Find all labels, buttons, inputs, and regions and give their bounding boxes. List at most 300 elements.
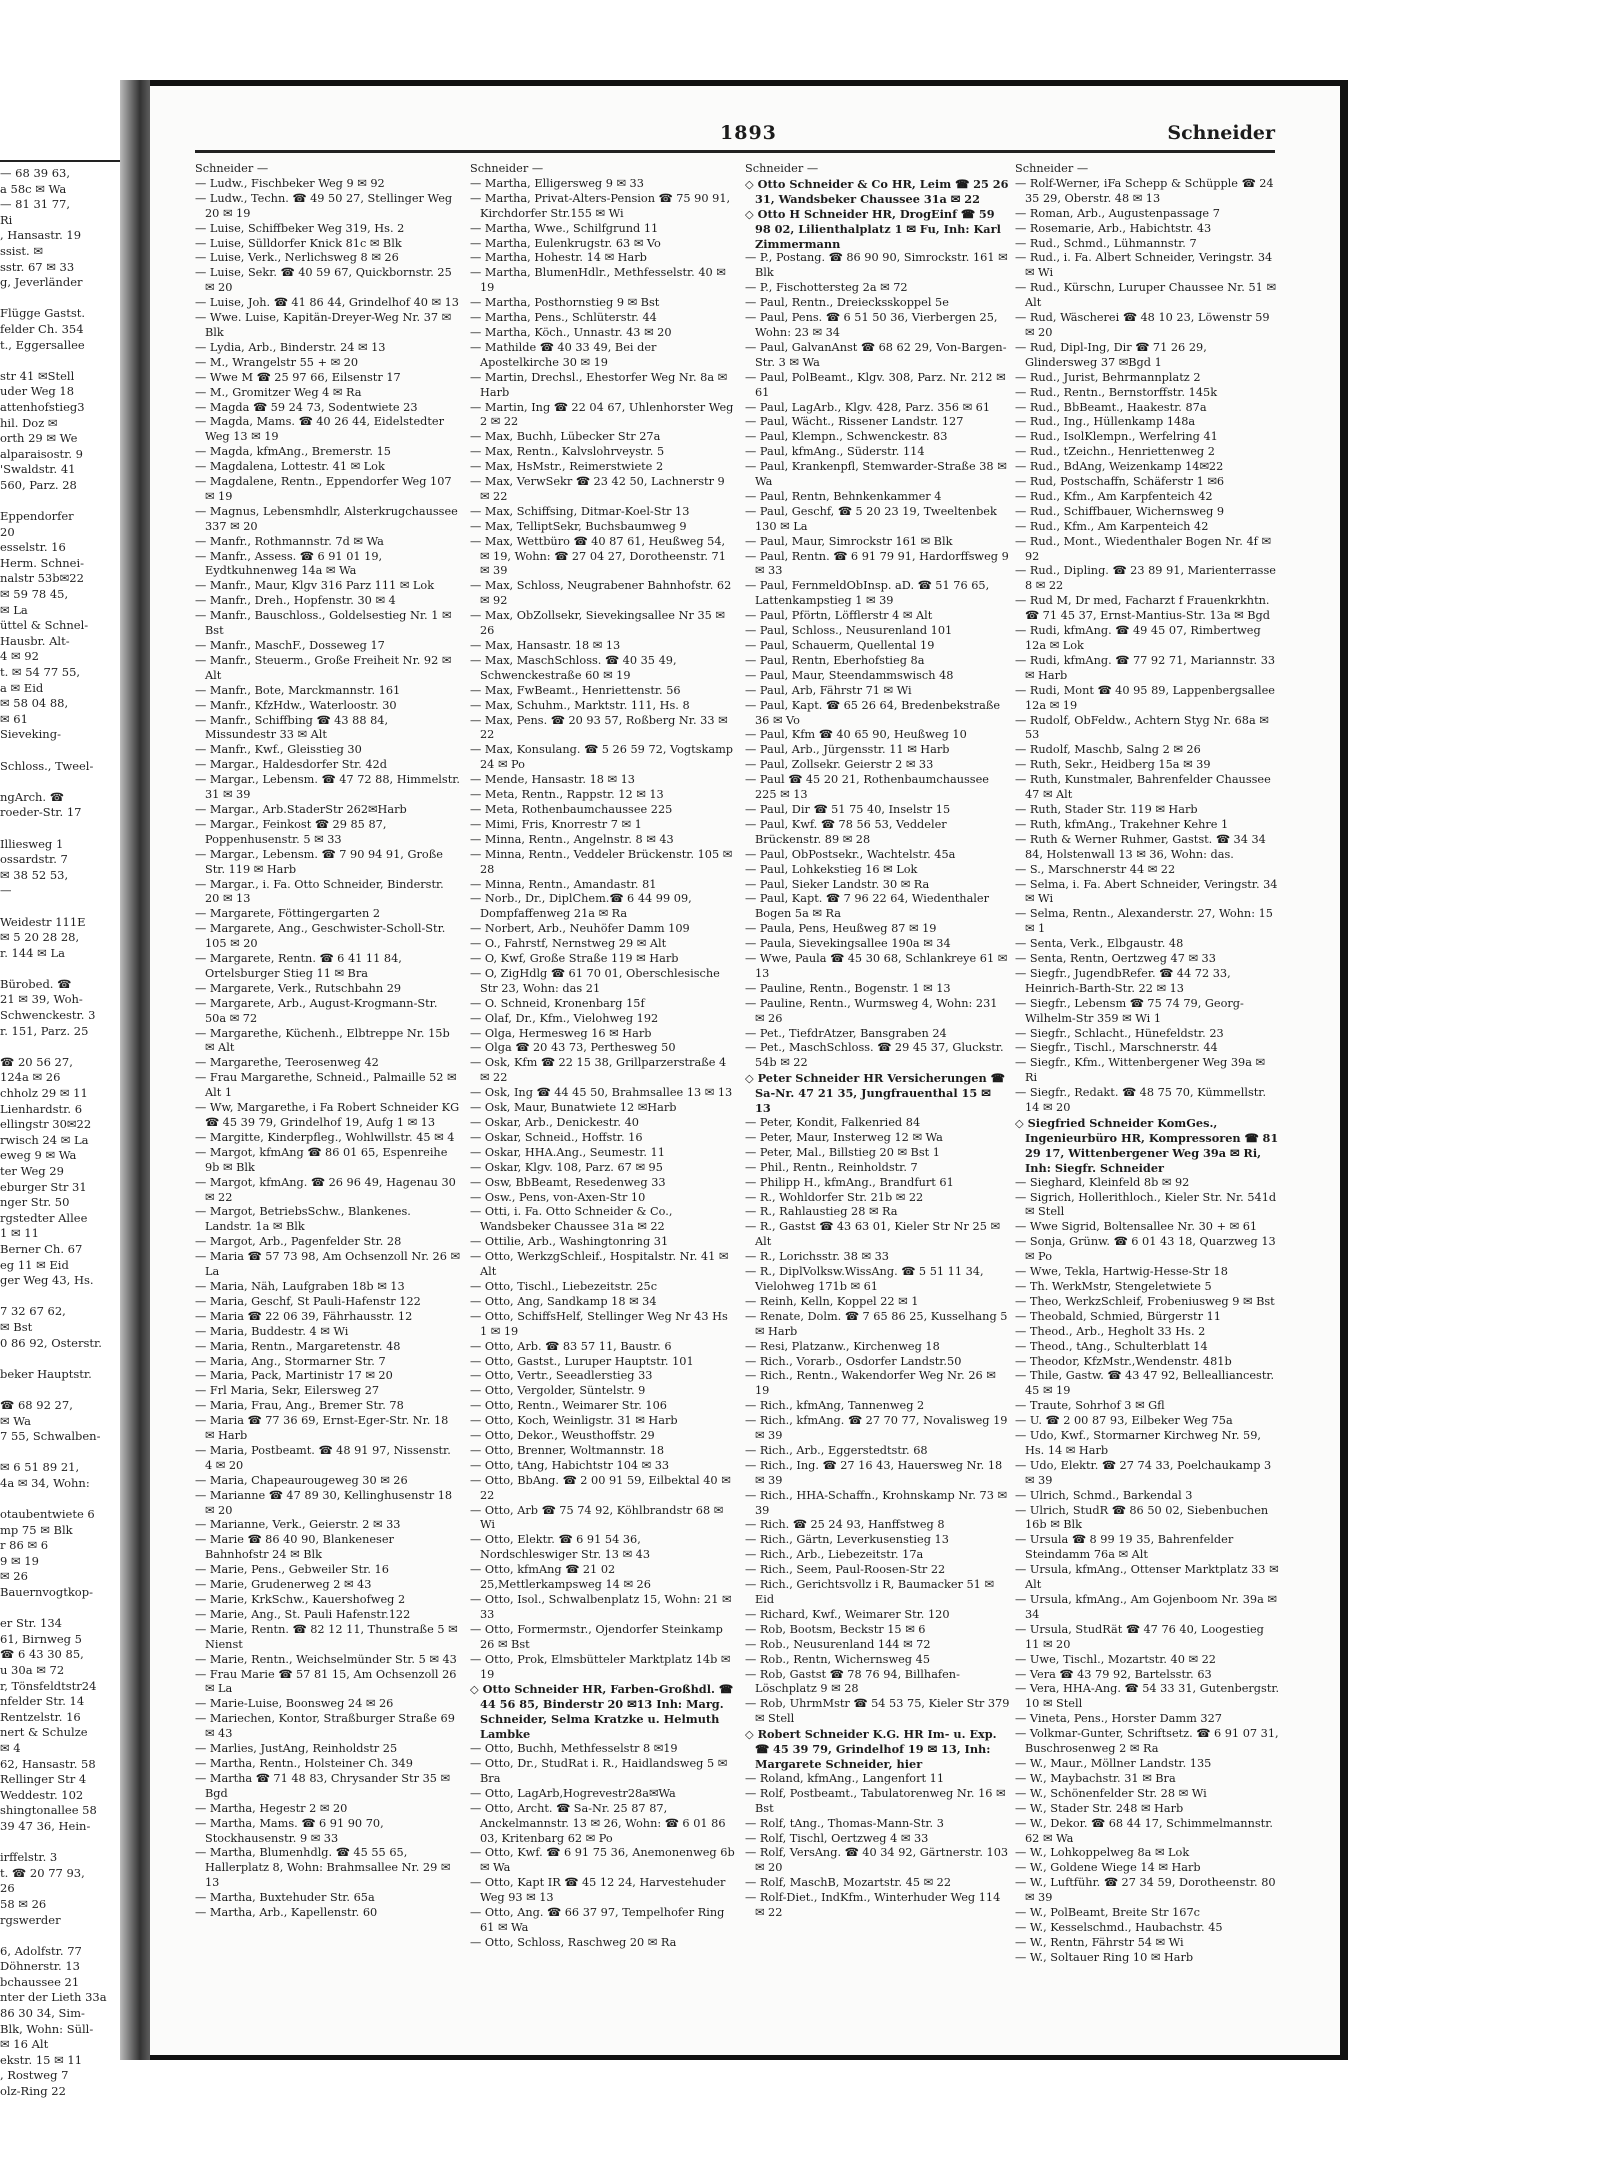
previous-page-line: Sieveking- (0, 727, 61, 742)
directory-entry: — Roland, kfmAng., Langenfort 11 (745, 1771, 945, 1785)
previous-page-line: Rellinger Str 4 (0, 1772, 87, 1787)
directory-entry: — Margar., Lebensm. ☎ 7 90 94 91, Große Str. 119 ✉ Harb (195, 847, 443, 876)
directory-entry: — Rolf, tAng., Thomas-Mann-Str. 3 (745, 1816, 944, 1830)
directory-entry: — Oskar, Klgv. 108, Parz. 67 ✉ 95 (470, 1160, 663, 1174)
directory-entry: — Minna, Rentn., Veddeler Brückenstr. 105 ✉ 28 (470, 847, 733, 876)
directory-entry: — Maria ☎ 77 36 69, Ernst-Eger-Str. Nr. 18 ✉ Harb (195, 1414, 449, 1443)
previous-page-line: ter Weg 29 (0, 1164, 64, 1178)
directory-entry: — Paul, Arb., Jürgensstr. 11 ✉ Harb (745, 743, 950, 757)
directory-entry: — Margot, kfmAng ☎ 86 01 65, Espenreihe 9b ✉ Blk (195, 1145, 448, 1174)
directory-entry: — Maria, Rentn., Margaretenstr. 48 (195, 1339, 401, 1353)
directory-entry: — Otto, Vertr., Seeadlerstieg 33 (470, 1369, 653, 1383)
directory-entry: — Margot, kfmAng. ☎ 26 96 49, Hagenau 30 ✉ 22 (195, 1175, 456, 1204)
previous-page-line: hil. Doz ✉ (0, 415, 58, 430)
previous-page-line: 9 ✉ 19 (0, 1553, 39, 1568)
directory-entry: — Martha, Hohestr. 14 ✉ Harb (470, 251, 647, 265)
previous-page-line: orth 29 ✉ We (0, 431, 78, 446)
directory-entry: — Martha, Blumenhdlg. ☎ 45 55 65, Hallerplatz 8, Wohn: Brahmsallee Nr. 29 ✉ 13 (195, 1846, 451, 1890)
directory-entry: — Rolf, VersAng. ☎ 40 34 92, Gärtnerstr. 103 ✉ 20 (745, 1846, 1009, 1875)
previous-page-line: Rentzelstr. 16 (0, 1709, 81, 1724)
previous-page-line: olz-Ring 22 (0, 2084, 66, 2099)
directory-entry: — W., Maur., Möllner Landstr. 135 (1015, 1756, 1212, 1770)
previous-page-line: Schloss., Tweel- (0, 758, 94, 773)
directory-entry: — Otto, kfmAng ☎ 21 02 25,Mettlerkampsweg 14 ✉ 26 (470, 1563, 651, 1592)
directory-entry: — Rolf, Postbeamt., Tabulatorenweg Nr. 16 ✉ Bst (745, 1786, 1006, 1815)
directory-entry: — Ludw., Fischbeker Weg 9 ✉ 92 (195, 176, 385, 190)
directory-entry: — Paul, Maur, Steendammswisch 48 (745, 668, 954, 682)
directory-entry: — Otto, BbAng. ☎ 2 00 91 59, Eilbektal 40 ✉ 22 (470, 1473, 731, 1502)
directory-entry: — Rud., BdAng, Weizenkamp 14✉22 (1015, 460, 1224, 474)
directory-entry: — Siegfr., Schlacht., Hünefeldstr. 23 (1015, 1026, 1224, 1040)
previous-page-line: Bürobed. ☎ (0, 976, 72, 991)
previous-page-line: Döhnerstr. 13 (0, 1959, 80, 1974)
previous-page-line (0, 493, 122, 509)
previous-page-line: Weidestr 111E (0, 914, 86, 929)
directory-entry: — Ww, Margarethe, i Fa Robert Schneider KG ☎ 45 39 79, Grindelhof 19, Aufg 1 ✉ 13 (195, 1101, 460, 1129)
previous-page-line: 1 ✉ 11 (0, 1226, 39, 1241)
directory-entry: — Paul, Arb, Fährstr 71 ✉ Wi (745, 683, 912, 697)
directory-entry: — R., Wohldorfer Str. 21b ✉ 22 (745, 1190, 924, 1204)
directory-entry: — Luise, Schiffbeker Weg 319, Hs. 2 (195, 221, 405, 235)
previous-page-line: 4a ✉ 34, Wohn: (0, 1475, 90, 1490)
previous-page-line: otaubentwiete 6 (0, 1507, 95, 1522)
directory-entry: — Marie, Pens., Gebweiler Str. 16 (195, 1563, 389, 1577)
directory-entry: — Rud, Dipl-Ing, Dir ☎ 71 26 29, Glindersweg 37 ✉Bgd 1 (1015, 340, 1207, 369)
directory-entry: — Magdalena, Lottestr. 41 ✉ Lok (195, 460, 385, 474)
previous-page-lines (0, 166, 122, 2100)
previous-page-line: eweg 9 ✉ Wa (0, 1148, 77, 1163)
directory-entry: — Paul, LagArb., Klgv. 428, Parz. 356 ✉ 61 (745, 400, 991, 414)
directory-entry: — Paul, Schloss., Neusurenland 101 (745, 624, 953, 638)
directory-entry: — W., Maybachstr. 31 ✉ Bra (1015, 1771, 1176, 1785)
directory-entry: ◇ Otto Schneider HR, Farben-Großhdl. ☎ 44 56 85, Binderstr 20 ✉13 Inh: Marg. Schneider, Selma Kratzke u. Helmuth Lambke (470, 1682, 733, 1742)
directory-entry: — Martin, Ing ☎ 22 04 67, Uhlenhorster Weg 2 ✉ 22 (470, 400, 734, 429)
previous-page-line (0, 291, 122, 307)
previous-page-line: nert & Schulze (0, 1725, 88, 1740)
directory-entry: — Otto, Vergolder, Süntelstr. 9 (470, 1384, 646, 1398)
directory-entry: — Resi, Platzanw., Kirchenweg 18 (745, 1339, 940, 1353)
directory-entry: — Paul, Schauerm, Quellental 19 (745, 639, 935, 652)
directory-entry: — Oskar, Arb., Denickestr. 40 (470, 1116, 639, 1129)
directory-entry: — Theodor, KfzMstr.,Wendenstr. 481b (1015, 1354, 1232, 1368)
directory-entry: — Otto, Arb ☎ 75 74 92, Köhlbrandstr 68 ✉ Wi (470, 1503, 724, 1532)
previous-page-line: Ri (0, 212, 13, 227)
previous-page-line: er Str. 134 (0, 1616, 62, 1631)
directory-entry: — Rud., Ing., Hüllenkamp 148a (1015, 415, 1196, 429)
previous-page-line: sstr. 67 ✉ 33 (0, 259, 75, 274)
previous-page-line (0, 743, 122, 759)
directory-entry: — W., PolBeamt, Breite Str 167c (1015, 1906, 1200, 1920)
directory-entry: — Olga ☎ 20 43 73, Perthesweg 50 (470, 1041, 676, 1055)
previous-page-line: 124a ✉ 26 (0, 1070, 61, 1085)
directory-entry: — Rud., tZeichn., Henriettenweg 2 (1015, 445, 1215, 459)
directory-entry: — Ulrich, Schmd., Barkendal 3 (1015, 1488, 1193, 1502)
directory-entry: — Siegfr., Redakt. ☎ 48 75 70, Kümmellstr. 14 ✉ 20 (1015, 1086, 1267, 1115)
scan-frame-right (1340, 80, 1348, 2060)
page-number: 1893 (720, 122, 777, 144)
directory-entry: — Otto, Koch, Weinligstr. 31 ✉ Harb (470, 1414, 678, 1428)
directory-entry: — Margar., i. Fa. Otto Schneider, Binderstr. 20 ✉ 13 (195, 877, 444, 906)
directory-entry: — M., Wrangelstr 55 + ✉ 20 (195, 355, 359, 369)
directory-entry: — Vera ☎ 43 79 92, Bartelsstr. 63 (1015, 1667, 1212, 1681)
directory-entry: — Max, HsMstr., Reimerstwiete 2 (470, 460, 664, 474)
directory-entry: — Paula, Pens, Heußweg 87 ✉ 19 (745, 922, 937, 936)
previous-page-line: esselstr. 16 (0, 540, 66, 555)
directory-entry: — Rob., Rentn, Wichernsweg 45 (745, 1652, 931, 1666)
directory-entry: — Paul, Pens. ☎ 6 51 50 36, Vierbergen 25, Wohn: 23 ✉ 34 (745, 311, 998, 339)
directory-entry: — Oskar, Schneid., Hoffstr. 16 (470, 1130, 643, 1144)
directory-entry: — Rich., kfmAng. ☎ 27 70 77, Novalisweg 19 ✉ 39 (745, 1414, 1008, 1443)
directory-entry: ◇ Robert Schneider K.G. HR Im- u. Exp. ☎ 45 39 79, Grindelhof 19 ✉ 13, Inh: Margarete Schneider, hier (745, 1727, 997, 1771)
directory-entry: — Rich., HHA-Schaffn., Krohnskamp Nr. 73 ✉ 39 (745, 1488, 1007, 1517)
previous-page-line: 61, Birnweg 5 (0, 1631, 82, 1646)
directory-entry: — W., Lohkoppelweg 8a ✉ Lok (1015, 1846, 1190, 1860)
directory-entry: — Sonja, Grünw. ☎ 6 01 43 18, Quarzweg 13 ✉ Po (1015, 1235, 1276, 1264)
directory-entry: — Senta, Rentn, Oertzweg 47 ✉ 33 (1015, 952, 1216, 966)
previous-page-line: ✉ 61 (0, 711, 28, 726)
directory-entry: — Manfr., Rothmannstr. 7d ✉ Wa (195, 534, 384, 548)
directory-entry: — Paul, FernmeldObInsp. aD. ☎ 51 76 65, Lattenkampstieg 1 ✉ 39 (745, 579, 990, 608)
directory-entry: — Rud, Postschaffn, Schäferstr 1 ✉6 (1015, 475, 1225, 489)
directory-entry: — Ruth, kfmAng., Trakehner Kehre 1 (1015, 817, 1229, 831)
previous-page-line: ssist. ✉ (0, 243, 43, 258)
directory-entry: — Otto, Ang, Sandkamp 18 ✉ 34 (470, 1294, 657, 1308)
previous-page-line: Bauernvogtkop- (0, 1585, 93, 1600)
directory-entry: — W., Schönenfelder Str. 28 ✉ Wi (1015, 1786, 1207, 1800)
directory-entry: — Otto, Brenner, Woltmannstr. 18 (470, 1443, 665, 1457)
directory-entry: — Wwe, Tekla, Hartwig-Hesse-Str 18 (1015, 1265, 1228, 1279)
directory-entry: — Rud., Schmd., Lühmannstr. 7 (1015, 236, 1197, 250)
directory-entry: — Peter, Maur, Insterweg 12 ✉ Wa (745, 1130, 943, 1144)
directory-entry: — Ruth & Werner Ruhmer, Gastst. ☎ 34 34 84, Holstenwall 13 ✉ 36, Wohn: das. (1015, 832, 1266, 861)
directory-entry: — Rich., Gärtn, Leverkusenstieg 13 (745, 1533, 949, 1547)
directory-entry: — Rich., Rentn., Wakendorfer Weg Nr. 26 ✉ 19 (745, 1369, 996, 1398)
directory-entry: — Frau Margarethe, Schneid., Palmaille 52 ✉ Alt 1 (195, 1071, 457, 1100)
previous-page-line: Berner Ch. 67 (0, 1241, 83, 1256)
directory-entry: — Ursula, kfmAng., Am Gojenboom Nr. 39a ✉ 34 (1015, 1593, 1277, 1621)
previous-page-line: 58 ✉ 26 (0, 1896, 47, 1911)
previous-page-line (0, 1835, 122, 1851)
directory-entry: — Rud, Wäscherei ☎ 48 10 23, Löwenstr 59 ✉ 20 (1015, 311, 1270, 339)
directory-entry: — Rud., IsolKlempn., Werfelring 41 (1015, 430, 1218, 444)
previous-page-line: 4 ✉ 92 (0, 649, 39, 664)
directory-entry: — Otto, Ang. ☎ 66 37 97, Tempelhofer Ring 61 ✉ Wa (470, 1906, 725, 1934)
previous-page-line: roeder-Str. 17 (0, 805, 82, 820)
directory-entry: — Marie, Grudenerweg 2 ✉ 43 (195, 1578, 372, 1592)
directory-entry: — Marie, KrkSchw., Kauershofweg 2 (195, 1593, 406, 1606)
directory-entry: — Richard, Kwf., Weimarer Str. 120 (745, 1607, 950, 1621)
previous-page-line: — (0, 883, 12, 898)
directory-entry: — Rich., Arb., Liebezeitstr. 17a (745, 1548, 924, 1562)
directory-entry: — Paula, Sievekingsallee 190a ✉ 34 (745, 937, 951, 951)
previous-page-line: üttel & Schnel- (0, 618, 89, 633)
directory-entry: — Otto, Schloss, Raschweg 20 ✉ Ra (470, 1935, 677, 1949)
directory-entry: — Wwe. Luise, Kapitän-Dreyer-Weg Nr. 37 ✉ Blk (195, 311, 452, 339)
directory-entry: — Manfr., Bote, Marckmannstr. 161 (195, 683, 401, 697)
previous-page-line (0, 1601, 122, 1617)
previous-page-line: a ✉ Eid (0, 680, 44, 695)
directory-entry: — Minna, Rentn., Amandastr. 81 (470, 877, 657, 891)
directory-entry: — Otto, WerkzgSchleif., Hospitalstr. Nr. 41 ✉ Alt (470, 1250, 729, 1279)
previous-page-line: nter der Lieth 33a (0, 1990, 107, 2005)
directory-entry: — Margarete, Ang., Geschwister-Scholl-Str. 105 ✉ 20 (195, 922, 446, 951)
directory-entry: — Rob., Neusurenland 144 ✉ 72 (745, 1637, 931, 1651)
previous-page-line: 7 55, Schwalben- (0, 1429, 101, 1444)
previous-page-line: rgswerder (0, 1912, 61, 1927)
directory-entry: — Luise, Verk., Nerlichsweg 8 ✉ 26 (195, 251, 399, 265)
directory-entry: — Margarete, Rentn. ☎ 6 41 11 84, Ortelsburger Stieg 11 ✉ Bra (195, 952, 402, 980)
directory-entry: — Paul, Pförtn, Löfflerstr 4 ✉ Alt (745, 609, 933, 623)
directory-entry: — Rudi, kfmAng. ☎ 49 45 07, Rimbertweg 12a ✉ Lok (1015, 624, 1261, 652)
directory-entry: — Rob, UhrmMstr ☎ 54 53 75, Kieler Str 379 ✉ Stell (745, 1697, 1010, 1726)
previous-page-line (0, 1039, 122, 1055)
directory-entry: — Rolf, MaschB, Mozartstr. 45 ✉ 22 (745, 1876, 952, 1890)
directory-entry: — Mimi, Fris, Knorrestr 7 ✉ 1 (470, 817, 642, 831)
directory-entry: — Ottilie, Arb., Washingtonring 31 (470, 1235, 669, 1249)
directory-entry: — Otto, LagArb,Hogrevestr28a✉Wa (470, 1786, 676, 1800)
directory-entry: — Marie, Rentn., Weichselmünder Str. 5 ✉ 43 (195, 1652, 457, 1666)
directory-entry: — Roman, Arb., Augustenpassage 7 (1015, 206, 1220, 220)
previous-page-line: ngArch. ☎ (0, 789, 65, 804)
directory-entry: — Max, Pens. ☎ 20 93 57, Roßberg Nr. 33 ✉ 22 (470, 713, 728, 742)
directory-entry: — Rudi, Mont ☎ 40 95 89, Lappenbergsallee 12a ✉ 19 (1015, 683, 1275, 712)
directory-entry: — Siegfr., Lebensm ☎ 75 74 79, Georg-Wilhelm-Str 359 ✉ Wi 1 (1015, 996, 1244, 1025)
directory-entry: — Paul, Wächt., Rissener Landstr. 127 (745, 415, 964, 429)
previous-page-line: 0 86 92, Osterstr. (0, 1335, 102, 1350)
directory-entry: — Manfr., Kwf., Gleisstieg 30 (195, 743, 362, 757)
directory-entry: — Martha, Wwe., Schilfgrund 11 (470, 221, 659, 235)
directory-entry: — Martha, Pens., Schlüterstr. 44 (470, 311, 657, 325)
directory-entry: — R., Rahlaustieg 28 ✉ Ra (745, 1205, 898, 1219)
directory-entry: — Otto, Dekor., Weusthoffstr. 29 (470, 1429, 655, 1443)
previous-page-line: r. 151, Parz. 25 (0, 1023, 89, 1038)
previous-page-line (0, 821, 122, 837)
directory-entry: — Manfr., Maur, Klgv 316 Parz 111 ✉ Lok (195, 579, 435, 593)
previous-page-line: ✉ 4 (0, 1740, 21, 1755)
directory-entry: — Paul, Geschf, ☎ 5 20 23 19, Tweeltenbek 130 ✉ La (745, 504, 997, 533)
directory-entry: — Ursula ☎ 8 99 19 35, Bahrenfelder Steindamm 76a ✉ Alt (1015, 1533, 1234, 1562)
directory-entry: — Luise, Sekr. ☎ 40 59 67, Quickbornstr. 25 ✉ 20 (195, 266, 452, 295)
directory-entry: — Rud., Kfm., Am Karpenteich 42 (1015, 519, 1209, 533)
column-2 (470, 162, 735, 1962)
previous-page-line: 86 30 34, Sim- (0, 2006, 85, 2021)
directory-entry: — Martha, Eulenkrugstr. 63 ✉ Vo (470, 236, 661, 250)
directory-entry: — W., Stader Str. 248 ✉ Harb (1015, 1801, 1184, 1815)
previous-page-line (0, 961, 122, 977)
directory-entry: — Pet., MaschSchloss. ☎ 29 45 37, Gluckstr. 54b ✉ 22 (745, 1041, 1004, 1070)
previous-page-line: t., Eggersallee (0, 337, 85, 352)
previous-page-line: beker Hauptstr. (0, 1366, 92, 1381)
directory-entry: — W., Kesselschmd., Haubachstr. 45 (1015, 1920, 1223, 1934)
previous-page-line: Lienhardstr. 6 (0, 1101, 83, 1116)
directory-entry: — Max, ObZollsekr, Sievekingsallee Nr 35 ✉ 26 (470, 609, 725, 638)
directory-entry: — Ursula, kfmAng., Ottenser Marktplatz 33 ✉ Alt (1015, 1563, 1279, 1592)
directory-entry: — Magda, kfmAng., Bremerstr. 15 (195, 445, 391, 459)
previous-page-line: alparaisostr. 9 (0, 446, 83, 461)
previous-page-line: Eppendorfer (0, 509, 74, 524)
previous-page-line: Schwenckestr. 3 (0, 1008, 96, 1023)
column-heading: Schneider — (195, 162, 269, 175)
directory-entry: — Martha, Arb., Kapellenstr. 60 (195, 1906, 378, 1920)
directory-entry: — Max, Wettbüro ☎ 40 87 61, Heußweg 54, ✉ 19, Wohn: ☎ 27 04 27, Dorotheenstr. 71 ✉ 39 (470, 534, 726, 578)
directory-entry: — Phil., Rentn., Reinholdstr. 7 (745, 1160, 918, 1174)
previous-page-line: ☎ 68 92 27, (0, 1397, 73, 1412)
directory-entry: — Marlies, JustAng, Reinholdstr 25 (195, 1742, 398, 1756)
directory-entry: — Selma, Rentn., Alexanderstr. 27, Wohn: 15 ✉ 1 (1015, 907, 1273, 936)
directory-entry: — Max, Hansastr. 18 ✉ 13 (470, 639, 621, 652)
running-head: Schneider (1167, 122, 1275, 144)
directory-entry: — Otto, Arb. ☎ 83 57 11, Baustr. 6 (470, 1339, 672, 1353)
directory-entry: — Paul, Klempn., Schwenckestr. 83 (745, 430, 948, 444)
directory-entry: — Siegfr., Kfm., Wittenbergener Weg 39a ✉ Ri (1015, 1056, 1265, 1085)
directory-entry: — Maria, Pack, Martinistr 17 ✉ 20 (195, 1369, 393, 1383)
directory-entry: — Meta, Rothenbaumchaussee 225 (470, 802, 673, 816)
directory-entry: — Martha, Privat-Alters-Pension ☎ 75 90 91, Kirchdorfer Str.155 ✉ Wi (470, 191, 731, 220)
directory-entry: — W., Goldene Wiege 14 ✉ Harb (1015, 1861, 1201, 1875)
previous-page-line: ✉ 26 (0, 1569, 28, 1584)
previous-page-line: ☎ 20 56 27, (0, 1054, 73, 1069)
directory-entry: — P., Fischottersteg 2a ✉ 72 (745, 281, 908, 295)
directory-entry: — O., Fahrstf, Nernstweg 29 ✉ Alt (470, 937, 667, 951)
directory-entry: — Theod., tAng., Schulterblatt 14 (1015, 1339, 1208, 1353)
directory-entry: — Rich., Seem, Paul-Roosen-Str 22 (745, 1563, 946, 1577)
directory-entry: — Ulrich, StudR ☎ 86 50 02, Siebenbuchen 16b ✉ Blk (1015, 1503, 1269, 1532)
directory-entry: — Rich., Arb., Eggerstedtstr. 68 (745, 1443, 928, 1457)
previous-page-line: — 68 39 63, (0, 166, 71, 180)
column-3 (745, 162, 1010, 1962)
previous-page-line (0, 1289, 122, 1305)
directory-entry: — Marie-Luise, Boonsweg 24 ✉ 26 (195, 1697, 394, 1711)
previous-page-line: 6, Adolfstr. 77 (0, 1943, 82, 1958)
directory-entry: — Max, MaschSchloss. ☎ 40 35 49, Schwenckestraße 60 ✉ 19 (470, 653, 677, 682)
directory-entry: — Otto, Buchh, Methfesselstr 8 ✉19 (470, 1742, 678, 1756)
previous-page-line: felder Ch. 354 (0, 321, 84, 336)
directory-entry: — Paul, Lohkekstieg 16 ✉ Lok (745, 862, 918, 876)
column-heading: Schneider — (745, 162, 819, 175)
directory-entry: — Manfr., Assess. ☎ 6 91 01 19, Eydtkuhnenweg 14a ✉ Wa (195, 549, 383, 578)
directory-entry: — Paul, Zollsekr. Geierstr 2 ✉ 33 (745, 758, 934, 772)
directory-entry: — Siegfr., Tischl., Marschnerstr. 44 (1015, 1041, 1218, 1055)
directory-entry: — Paul, Rentn., Dreiecksskoppel 5e (745, 296, 949, 310)
previous-page-line (0, 899, 122, 915)
directory-entry: — Selma, i. Fa. Abert Schneider, Veringstr. 34 ✉ Wi (1015, 877, 1278, 906)
directory-entry: — Magda ☎ 59 24 73, Sodentwiete 23 (195, 400, 418, 414)
directory-entry: — Margot, BetriebsSchw., Blankenes. Landstr. 1a ✉ Blk (195, 1205, 411, 1234)
previous-page-line: 20 (0, 524, 15, 539)
scan-frame-top (150, 80, 1348, 86)
directory-entry: — Mariechen, Kontor, Straßburger Straße 69 ✉ 43 (195, 1712, 455, 1741)
previous-page-line (0, 1382, 122, 1398)
scan-frame-bottom (150, 2055, 1348, 2060)
directory-entry: — Max, Schiffsing, Ditmar-Koel-Str 13 (470, 504, 690, 518)
directory-entry: — Osw., Pens, von-Axen-Str 10 (470, 1190, 646, 1204)
directory-entry: — Rudi, kfmAng. ☎ 77 92 71, Mariannstr. 33 ✉ Harb (1015, 653, 1276, 682)
previous-page-line: ☎ 6 43 30 85, (0, 1647, 84, 1662)
directory-entry: — Manfr., Dreh., Hopfenstr. 30 ✉ 4 (195, 594, 396, 608)
directory-entry: — S., Marschnerstr 44 ✉ 22 (1015, 862, 1176, 876)
directory-entry: — Magdalene, Rentn., Eppendorfer Weg 107 ✉ 19 (195, 475, 452, 503)
directory-entry: — Otto, tAng, Habichtstr 104 ✉ 33 (470, 1458, 670, 1472)
previous-page-line: eg 11 ✉ Eid (0, 1257, 69, 1272)
previous-page-line: 39 47 36, Hein- (0, 1818, 91, 1833)
directory-entry: — Maria, Geschf, St Pauli-Hafenstr 122 (195, 1294, 421, 1308)
directory-entry: — Max, TelliptSekr, Buchsbaumweg 9 (470, 519, 687, 533)
directory-entry: — Uwe, Tischl., Mozartstr. 40 ✉ 22 (1015, 1652, 1216, 1666)
directory-entry: — Paul, GalvanAnst ☎ 68 62 29, Von-Bargen-Str. 3 ✉ Wa (745, 340, 1007, 369)
directory-entry: — Rud., Jurist, Behrmannplatz 2 (1015, 370, 1201, 384)
previous-page-line: 7 32 67 62, (0, 1304, 66, 1319)
previous-page-line (0, 1491, 122, 1507)
directory-entry: — Rolf-Diet., IndKfm., Winterhuder Weg 114 ✉ 22 (745, 1891, 1001, 1920)
directory-entry: — Rob, Bootsm, Beckstr 15 ✉ 6 (745, 1622, 926, 1636)
directory-entry: — Otto, Elektr. ☎ 6 91 54 36, Nordschleswiger Str. 13 ✉ 43 (470, 1533, 651, 1562)
directory-entry: — Rich., Vorarb., Osdorfer Landstr.50 (745, 1354, 962, 1368)
directory-entry: — W., Luftführ. ☎ 27 34 59, Dorotheenstr. 80 ✉ 39 (1015, 1876, 1276, 1905)
directory-entry: — Mathilde ☎ 40 33 49, Bei der Apostelkirche 30 ✉ 19 (470, 340, 657, 369)
previous-page-line: t. ☎ 20 77 93, (0, 1865, 85, 1880)
directory-entry: — Luise, Joh. ☎ 41 86 44, Grindelhof 40 ✉ 13 (195, 296, 459, 310)
directory-entry: — Paul, Kapt. ☎ 7 96 22 64, Wiedenthaler Bogen 5a ✉ Ra (745, 892, 989, 921)
directory-entry: — Paul, Sieker Landstr. 30 ✉ Ra (745, 877, 930, 891)
previous-page-line: t. ✉ 54 77 55, (0, 665, 81, 679)
directory-entry: — Olga, Hermesweg 16 ✉ Harb (470, 1026, 652, 1040)
directory-entry: — Marie, Ang., St. Pauli Hafenstr.122 (195, 1607, 411, 1621)
directory-entry: — Margar., Haldesdorfer Str. 42d (195, 758, 387, 772)
previous-page-line: a 58c ✉ Wa (0, 181, 67, 196)
previous-page-line: , Hansastr. 19 (0, 228, 82, 243)
directory-entry: — Ruth, Kunstmaler, Bahrenfelder Chaussee 47 ✉ Alt (1015, 773, 1271, 802)
previous-page-line: str 41 ✉Stell (0, 368, 75, 383)
directory-entry: — Norb., Dr., DiplChem.☎ 6 44 99 09, Dompfaffenweg 21a ✉ Ra (470, 892, 692, 921)
directory-entry: — Marianne, Verk., Geierstr. 2 ✉ 33 (195, 1518, 401, 1532)
directory-entry: — Margar., Feinkost ☎ 29 85 87, Poppenhusenstr. 5 ✉ 33 (195, 817, 387, 846)
directory-entry: — Margot, Arb., Pagenfelder Str. 28 (195, 1235, 402, 1249)
directory-entry: — Martha, BlumenHdlr., Methfesselstr. 40 ✉ 19 (470, 266, 726, 295)
directory-entry: — Max, Rentn., Kalvslohrveystr. 5 (470, 445, 665, 459)
directory-entry: — Manfr., Schiffbing ☎ 43 88 84, Missundestr 33 ✉ Alt (195, 713, 389, 742)
previous-page-line: rgstedter Allee (0, 1210, 88, 1225)
directory-entry: — Theobald, Schmied, Bürgerstr 11 (1015, 1309, 1221, 1323)
previous-page-line: Hausbr. Alt- (0, 633, 70, 648)
previous-page-line: Herm. Schnei- (0, 555, 85, 570)
directory-entry: — Pauline, Rentn., Bogenstr. 1 ✉ 13 (745, 981, 951, 995)
directory-entry: — Max, Schloss, Neugrabener Bahnhofstr. 62 ✉ 92 (470, 579, 732, 608)
directory-entry: — Max, FwBeamt., Henriettenstr. 56 (470, 683, 681, 697)
previous-page-line: uder Weg 18 (0, 384, 75, 399)
previous-page-line: 560, Parz. 28 (0, 477, 77, 492)
directory-entry: — Pet., TiefdrAtzer, Bansgraben 24 (745, 1026, 947, 1040)
directory-entry: — Margarete, Arb., August-Krogmann-Str. 50a ✉ 72 (195, 996, 438, 1025)
directory-entry: — Otto, Kwf. ☎ 6 91 75 36, Anemonenweg 6b ✉ Wa (470, 1846, 735, 1875)
directory-entry: — Ursula, StudRät ☎ 47 76 40, Loogestieg 11 ✉ 20 (1015, 1622, 1264, 1651)
previous-page-line (0, 1351, 122, 1367)
previous-page-line: ✉ 5 20 28 28, (0, 930, 80, 945)
directory-entry: — Ludw., Techn. ☎ 49 50 27, Stellinger Weg 20 ✉ 19 (195, 191, 453, 220)
directory-entry: — Otto, Dr., StudRat i. R., Haidlandsweg 5 ✉ Bra (470, 1756, 728, 1785)
directory-entry: — Otto, SchiffsHelf, Stellinger Weg Nr 43 Hs 1 ✉ 19 (470, 1309, 728, 1338)
directory-entry: — Peter, Mal., Billstieg 20 ✉ Bst 1 (745, 1145, 940, 1159)
directory-entry: — Paul ☎ 45 20 21, Rothenbaumchaussee 225 ✉ 13 (745, 773, 989, 802)
previous-page-line: Flügge Gastst. (0, 306, 85, 321)
directory-entry: — Paul, Maur, Simrockstr 161 ✉ Blk (745, 534, 953, 548)
directory-entry: ◇ Siegfried Schneider KomGes., Ingenieurbüro HR, Kompressoren ☎ 81 29 17, Wittenbergener Weg 39a ✉ Ri, Inh: Siegfr. Schneider (1015, 1116, 1279, 1175)
directory-entry: — Maria, Buddestr. 4 ✉ Wi (195, 1324, 349, 1338)
directory-entry: — Maria, Frau, Ang., Bremer Str. 78 (195, 1399, 404, 1413)
directory-entry: — Norbert, Arb., Neuhöfer Damm 109 (470, 922, 690, 936)
previous-page-line (0, 1445, 122, 1461)
directory-entry: — Th. WerkMstr, Stengeletwiete 5 (1015, 1279, 1212, 1293)
directory-entry: — R., Lorichsstr. 38 ✉ 33 (745, 1250, 889, 1264)
